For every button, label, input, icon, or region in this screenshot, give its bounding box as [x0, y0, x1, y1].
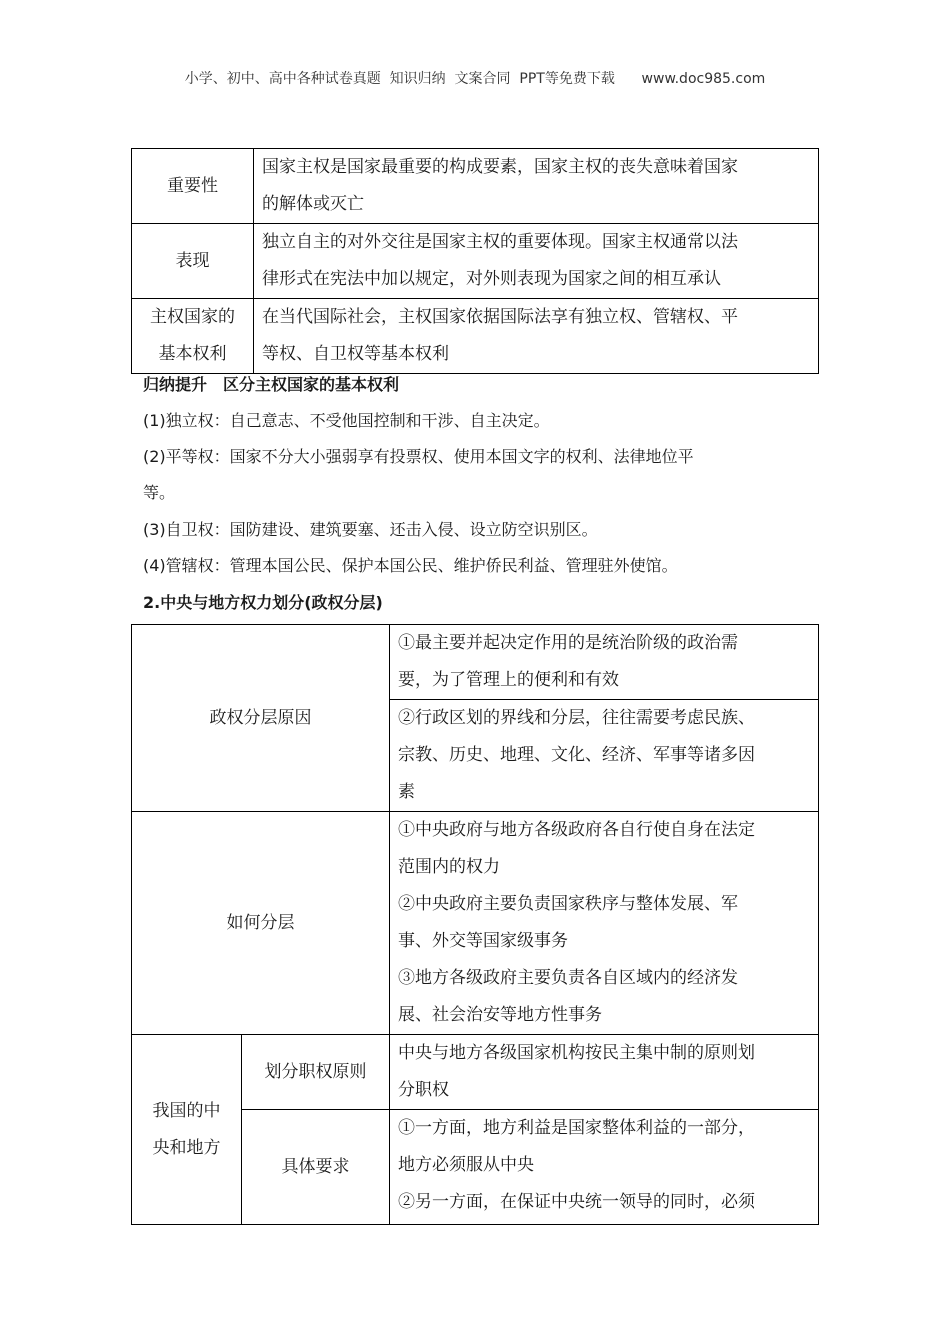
summary-item-jurisdiction	[143, 547, 678, 585]
table-row	[132, 224, 819, 299]
label-line: 我国的中	[152, 1100, 221, 1121]
summary-item-self-defense	[143, 511, 598, 549]
summary-item-equality	[143, 438, 694, 476]
content-line: 事、外交等国家级事务	[398, 931, 568, 951]
summary-item-equality-cont: 等。	[143, 483, 176, 502]
content-line: 中央与地方各级国家机构按民主集中制的原则划	[398, 1043, 755, 1063]
content-line: ①中央政府与地方各级政府各自行使自身在法定	[398, 820, 755, 840]
item-label: (3)自卫权	[143, 520, 214, 539]
content-line: ③地方各级政府主要负责各自区域内的经济发	[398, 968, 738, 988]
label-line: 主权国家的	[150, 307, 235, 327]
content-line: 国家主权是国家最重要的构成要素，国家主权的丧失意味着国家	[262, 157, 738, 177]
label-principle: 划分职权原则	[242, 1035, 390, 1110]
row-label-basic-rights	[132, 299, 254, 374]
label-how: 如何分层	[132, 812, 390, 1035]
label-requirements: 具体要求	[242, 1110, 390, 1225]
item-text: ：管理本国公民、保护本国公民、维护侨民利益、管理驻外使馆。	[213, 556, 678, 575]
table-row	[132, 1035, 819, 1110]
label-line: 央和地方	[152, 1137, 221, 1158]
item-label: (2)平等权	[143, 447, 214, 466]
content-line: 独立自主的对外交往是国家主权的重要体现。国家主权通常以法	[262, 232, 738, 252]
summary-title: 归纳提升 区分主权国家的基本权利	[143, 375, 400, 394]
content-line: ②中央政府主要负责国家秩序与整体发展、军	[398, 894, 738, 914]
label-reason: 政权分层原因	[132, 625, 390, 812]
table-row	[132, 299, 819, 374]
content-line: 素	[398, 782, 415, 802]
reason-item-2	[390, 700, 819, 812]
table-row	[132, 625, 819, 700]
content-line: 地方必须服从中央	[398, 1155, 534, 1175]
table-row	[132, 812, 819, 1035]
item-label: (1)独立权	[143, 411, 214, 430]
summary-item-independence	[143, 402, 550, 440]
table-row	[132, 149, 819, 224]
page-header: 小学、初中、高中各种试卷真题 知识归纳 文案合同 PPT等免费下载 www.doc985.com	[184, 71, 766, 87]
content-line: ①一方面，地方利益是国家整体利益的一部分，	[398, 1118, 755, 1138]
content-line: 在当代国际社会，主权国家依据国际法享有独立权、管辖权、平	[262, 307, 738, 327]
power-division-table	[131, 624, 819, 1225]
content-line: 分职权	[398, 1080, 449, 1100]
content-line: ②另一方面，在保证中央统一领导的同时，必须	[398, 1192, 755, 1212]
content-line: 宗教、历史、地理、文化、经济、军事等诸多因	[398, 745, 755, 765]
content-line: ②行政区划的界线和分层，往往需要考虑民族、	[398, 708, 755, 728]
reason-item-1	[390, 625, 819, 700]
row-content-basic-rights	[254, 299, 819, 374]
item-text: ：国家不分大小强弱享有投票权、使用本国文字的权利、法律地位平	[213, 447, 694, 466]
section-2-title: 2.中央与地方权力划分(政权分层)	[143, 593, 383, 612]
content-line: 律形式在宪法中加以规定，对外则表现为国家之间的相互承认	[262, 269, 721, 289]
row-label-manifestation: 表现	[132, 224, 254, 299]
row-label-importance: 重要性	[132, 149, 254, 224]
requirements-content	[390, 1110, 819, 1225]
item-label: (4)管辖权	[143, 556, 214, 575]
row-content-importance	[254, 149, 819, 224]
content-line: 范围内的权力	[398, 857, 500, 877]
label-line: 基本权利	[158, 344, 227, 364]
label-china	[132, 1035, 242, 1225]
content-line: 要，为了管理上的便利和有效	[398, 670, 619, 690]
content-line: 展、社会治安等地方性事务	[398, 1005, 602, 1025]
content-line: 等权、自卫权等基本权利	[262, 344, 449, 364]
principle-content	[390, 1035, 819, 1110]
content-line: ①最主要并起决定作用的是统治阶级的政治需	[398, 633, 738, 653]
item-text: ：自己意志、不受他国控制和干涉、自主决定。	[213, 411, 550, 430]
sovereignty-table	[131, 148, 819, 374]
item-text: ：国防建设、建筑要塞、还击入侵、设立防空识别区。	[213, 520, 598, 539]
row-content-manifestation	[254, 224, 819, 299]
content-line: 的解体或灭亡	[262, 194, 364, 214]
how-content	[390, 812, 819, 1035]
